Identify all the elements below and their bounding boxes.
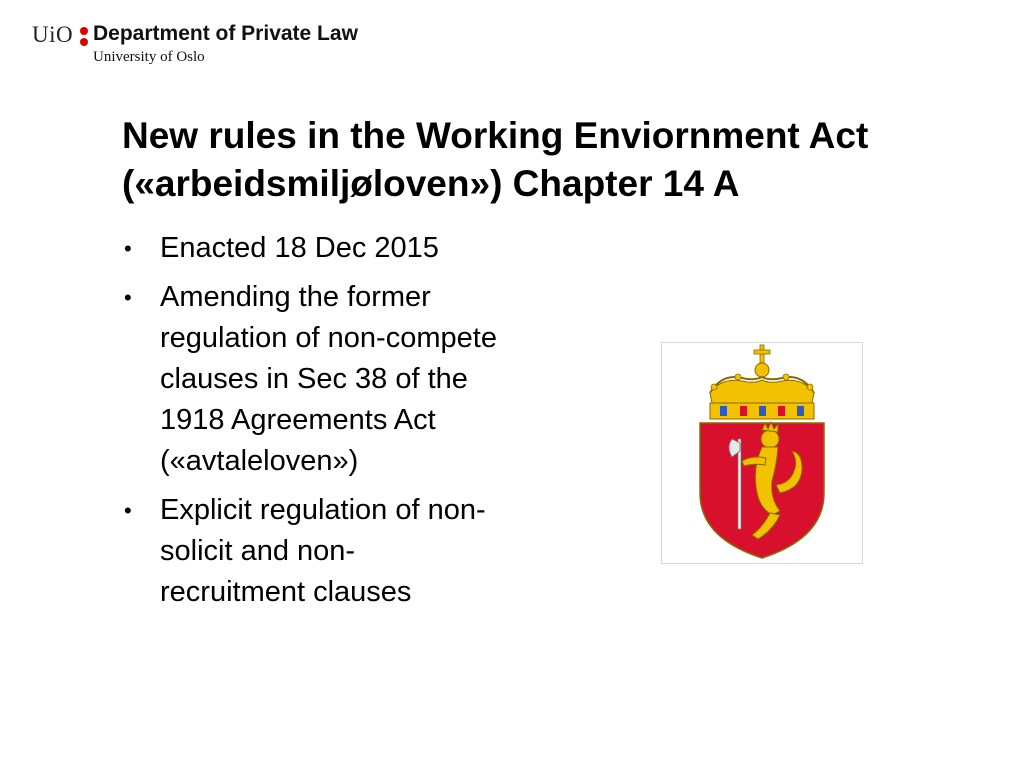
slide-title-line: («arbeidsmiljøloven») Chapter 14 A <box>122 163 740 204</box>
uio-logo-colon-icon <box>80 27 89 47</box>
bullet-line: Explicit regulation of non- <box>160 494 486 526</box>
bullet-item <box>122 490 592 613</box>
bullet-item <box>122 277 592 482</box>
coat-of-arms-image <box>661 342 863 564</box>
university-name: University of Oslo <box>93 49 205 65</box>
bullet-line: clauses in Sec 38 of the <box>160 363 468 395</box>
bullet-list <box>122 228 592 621</box>
bullet-item <box>122 228 592 269</box>
bullet-marker: • <box>124 498 132 523</box>
header <box>32 20 372 68</box>
bullet-line: Enacted 18 Dec 2015 <box>160 232 439 264</box>
bullet-marker: • <box>124 285 132 310</box>
department-name: Department of Private Law <box>93 22 358 45</box>
norwegian-coat-of-arms-icon <box>662 343 862 563</box>
bullet-line: 1918 Agreements Act <box>160 404 436 436</box>
bullet-line: solicit and non- <box>160 535 356 567</box>
bullet-line: («avtaleloven») <box>160 445 359 477</box>
bullet-line: regulation of non-compete <box>160 322 497 354</box>
bullet-marker: • <box>124 236 132 261</box>
uio-logo-text: UiO <box>32 22 74 47</box>
bullet-line: Amending the former <box>160 281 431 313</box>
slide-title-line: New rules in the Working Enviornment Act <box>122 115 869 156</box>
bullet-line: recruitment clauses <box>160 576 412 608</box>
slide-title <box>122 112 982 208</box>
